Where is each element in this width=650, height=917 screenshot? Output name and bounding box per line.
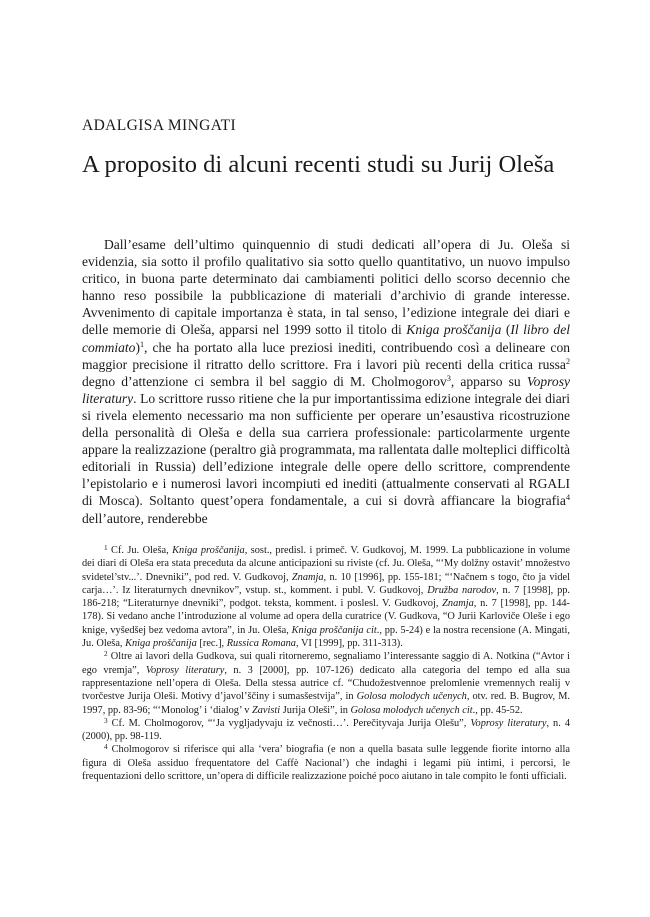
text-span: , VI [1999], pp. 311-313). — [295, 638, 403, 650]
footnote-mark: 2 — [104, 650, 108, 659]
text-span: , n. 7 [1998], pp. 144-178). Si vedano anche l’introduzione al volume ad opera della curatrice (V. Gudkova, “O Jurii Karloviče Oleše i ego knige, vyšedšej bez vedoma avtora”, in Ju. Oleša, — [82, 598, 570, 636]
footnote-2 — [82, 650, 570, 716]
text-span: , n. 7 [1998], pp. 186-218; “Literaturnye dnevniki”, podgot. teksta, komment. i poslesl. V. Gudkovoj, — [82, 584, 571, 610]
footnote-mark: 3 — [104, 716, 108, 725]
italic-title: Golosa molodych učenych — [356, 691, 467, 703]
author-name: ADALGISA MINGATI — [82, 117, 237, 134]
italic-title: Znamja — [291, 571, 324, 583]
italic-title: Zavisti — [251, 704, 281, 716]
footnote-1 — [82, 544, 570, 650]
text-span: , sost., predisl. i primeč. V. Gudkovoj, M. 1999. La pubblicazione in volume dei diari di Oleša era stata preceduta da alcune anticipazioni su riviste (cf. Ju. Oleša, “‘My dolžny ostavit’ množestvo svidetel’stv...’. Dnevniki”, pod red. V. Gudkovoj, — [82, 545, 570, 583]
text-span: Cholmogorov si riferisce qui alla ‘vera’ biografia (e non a quella basata sulle leggende fiorite intorno alla figura di Oleša assiduo frequentatore del Caffè Nacional’) che indaghi i legami più intimi, i percorsi, le frequentazioni dello scrittore, un’opera di difficile realizzazione poiché poco aiutano in tale compito le fonti ufficiali. — [82, 744, 570, 783]
italic-title: Družba narodov — [427, 584, 497, 596]
body-paragraph — [82, 236, 570, 527]
italic-title: Voprosy literatury — [470, 717, 547, 729]
article-title: A proposito di alcuni recenti studi su Jurij Oleša — [82, 151, 555, 178]
text-span: Cf. M. Cholmogorov, “‘Ja vygljadyvaju iz večnosti…’. Perečityvaja Jurija Olešu”, — [107, 717, 471, 729]
text-span: ., pp. 45-52. — [472, 704, 523, 716]
text-span: , apparso su — [450, 373, 527, 389]
footnote-ref-2[interactable]: 2 — [565, 356, 570, 366]
text-span: , otv. red. B. Bugrov, M. 1997, pp. 83-96; “‘Monolog’ i ‘dialog’ v — [82, 691, 571, 716]
footnote-mark: 1 — [104, 543, 108, 552]
footnote-ref-4[interactable]: 4 — [565, 493, 570, 503]
italic-title: Golosa molodych učenych cit — [350, 704, 473, 716]
footnote-4 — [82, 743, 570, 783]
text-span: dell’autore, renderebbe — [82, 510, 208, 526]
text-span: , n. 4 (2000), pp. 98-119. — [82, 717, 571, 743]
footnote-3 — [82, 717, 570, 744]
footnote-ref-3[interactable]: 3 — [446, 373, 451, 383]
text-span: Cf. Ju. Oleša, — [107, 545, 173, 556]
text-span: ., pp. 5-24) e la nostra recensione (A. Mingati, Ju. Oleša, — [82, 624, 570, 650]
book-title-translation: Il libro del commiato — [82, 322, 570, 355]
italic-title: Voprosy literatury — [145, 664, 225, 676]
journal-title: Voprosy literatury — [82, 373, 570, 406]
text-span: degno d’attenzione ci sembra il bel saggio di M. Cholmogorov — [82, 373, 447, 389]
book-title: Kniga proščanija — [406, 322, 502, 338]
footnote-mark: 4 — [104, 743, 108, 752]
text-span: , n. 10 [1996], pp. 155-181; “‘Načnem s togo, čto ja videl carja…’. Iz literaturnych dnevnikov”, vstup. st., komment. i publ. V. Gudkovoj, — [82, 571, 570, 596]
footnotes — [82, 544, 570, 783]
footnote-ref-1[interactable]: 1 — [139, 339, 145, 349]
italic-title: Kniga proščanija cit — [291, 624, 377, 636]
body-text — [82, 236, 570, 527]
text-span: Oltre ai lavori della Gudkova, sui quali ritorneremo, segnaliamo l’interessante saggio di A. Notkina (“Avtor i ego vremja”, — [82, 651, 570, 676]
text-span: ) — [135, 339, 140, 355]
italic-title: Kniga proščanija — [125, 638, 197, 650]
text-span: , che ha portato alla luce preziosi inediti, contribuendo così a delineare con maggior precisione il ritratto dello scrittore. Fra i lavori più recenti della critica russa — [82, 339, 570, 372]
italic-title: Znamja — [442, 598, 474, 610]
text-span: , n. 3 [2000], pp. 107-126) dedicato alla categoria del tempo ed alla sua rappresentazione nell’opera di Oleša. Della stessa autrice cf. “Chudožestvennoe prelomlenie vremennych realij v tvorčestve Jurija Oleši. Motivy d’javol’ščiny i sumasšestvija”, in — [82, 664, 571, 703]
italic-title: Russica Romana — [226, 638, 296, 650]
text-span: Dall’esame dell’ultimo quinquennio di studi dedicati all’opera di Ju. Oleša si evidenzia, sia sotto il profilo qualitativo sia sotto quello quantitativo, un nuovo impulso critico, in buona parte determinato dai cambiamenti politici dello scorso decennio che hanno reso possibile la pubblicazione di materiali d’archivio di grande interesse. Avvenimento di capitale importanza è stata, in tal senso, l’edizione integrale dei diari e delle memorie di Oleša, apparsi nel 1999 sotto il titolo di — [82, 237, 570, 338]
italic-title: Kniga proščanija — [172, 545, 245, 556]
text-span: Jurija Oleši”, in — [280, 704, 351, 716]
text-span: ( — [501, 322, 511, 338]
text-span: [rec.], — [196, 638, 227, 650]
text-span: . Lo scrittore russo ritiene che la pur importantissima edizione integrale dei diari si rivela elemento necessario ma non sufficiente per operare un’esaustiva ricostruzione della personalità di Oleša e della sua carriera professionale: particolarmente urgente appare la realizzazione (peraltro già programmata, ma rallentata dalle molteplici difficoltà editoriali in Russia) dell’edizione integrale delle opere dello scrittore, comprendente l’epistolario e i numerosi lavori incompiuti ed inediti (attualmente conservati al RGALI di Mosca). Soltanto quest’opera fondamentale, a cui si dovrà affiancare la biografia — [82, 390, 570, 509]
